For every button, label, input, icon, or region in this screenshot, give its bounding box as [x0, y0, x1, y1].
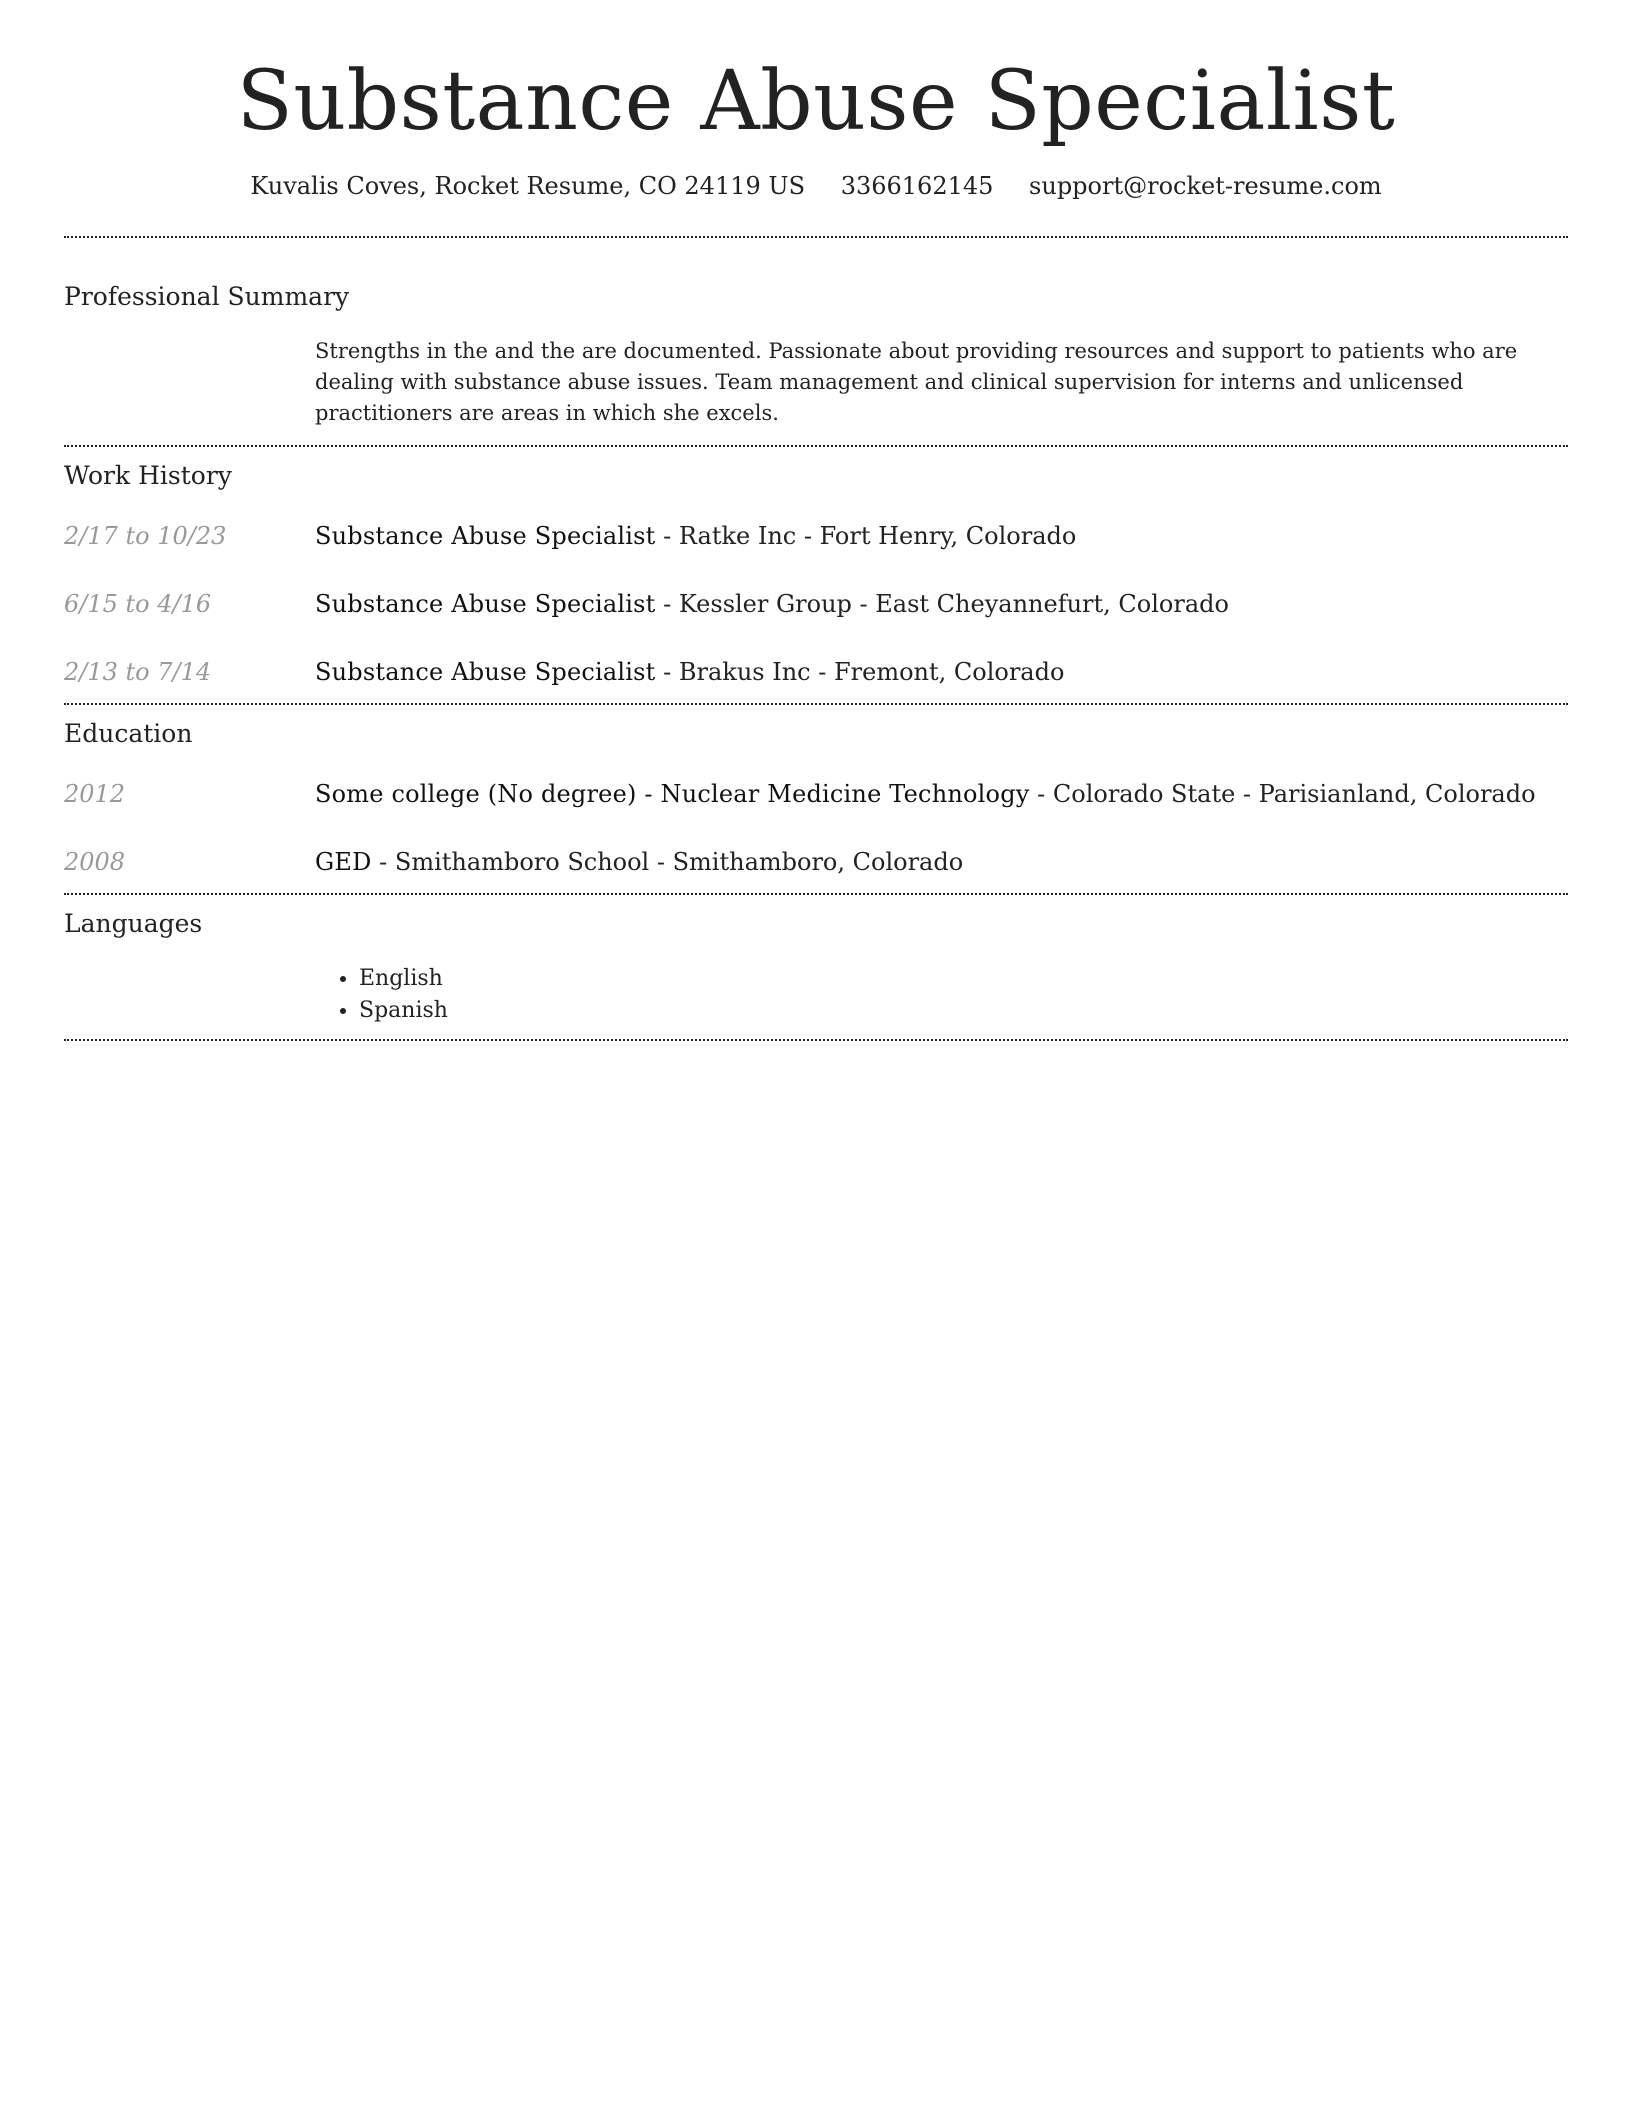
languages-list: [64, 963, 1568, 1027]
contact-line: [64, 170, 1568, 202]
education-section: [64, 717, 1568, 893]
work-date: 6/15 to 4/16: [64, 590, 212, 618]
language-item: • Spanish: [359, 995, 1568, 1027]
work-description: [315, 587, 1229, 621]
section-title-work-history: Work History: [64, 461, 232, 490]
work-history-section: [64, 459, 1568, 703]
education-school: - Colorado State - Parisianland, Colorado: [1029, 780, 1536, 808]
languages-section: [64, 907, 1568, 1027]
education-degree: Some college (No degree) - Nuclear Medicine Technology: [315, 780, 1030, 808]
divider: [64, 703, 1568, 705]
work-entry: [64, 655, 1568, 689]
section-title-education: Education: [64, 719, 193, 748]
work-employer: - Ratke Inc - Fort Henry, Colorado: [655, 522, 1077, 550]
education-date: 2008: [64, 848, 126, 876]
education-degree: GED: [315, 848, 372, 876]
language-item: • English: [359, 963, 1568, 995]
contact-phone: 3366162145: [840, 172, 994, 200]
education-description: [315, 777, 1536, 811]
divider: [64, 236, 1568, 238]
work-date: 2/13 to 7/14: [64, 658, 212, 686]
education-date: 2012: [64, 780, 126, 808]
education-entry: [64, 777, 1568, 811]
divider: [64, 445, 1568, 447]
candidate-name: Substance Abuse Specialist: [236, 54, 1396, 149]
work-description: [315, 655, 1064, 689]
section-title-summary: Professional Summary: [64, 282, 350, 311]
work-entry: [64, 587, 1568, 621]
contact-address: Kuvalis Coves, Rocket Resume, CO 24119 US: [250, 172, 806, 200]
section-title-languages: Languages: [64, 909, 203, 938]
divider: [64, 1039, 1568, 1041]
work-role: Substance Abuse Specialist: [315, 658, 656, 686]
summary-text: Strengths in the and the are documented. Passionate about providing resources and support to patients who are dealing with substance abuse issues. Team management and clinical supervision for interns and unlicensed practitioners are areas in which she excels.: [315, 339, 1518, 425]
work-role: Substance Abuse Specialist: [315, 590, 656, 618]
work-entry: [64, 519, 1568, 553]
work-description: [315, 519, 1076, 553]
divider: [64, 893, 1568, 895]
professional-summary-section: [64, 280, 1568, 429]
work-employer: - Brakus Inc - Fremont, Colorado: [655, 658, 1065, 686]
contact-email: support@rocket-resume.com: [1029, 172, 1382, 200]
work-date: 2/17 to 10/23: [64, 522, 227, 550]
education-school: - Smithamboro School - Smithamboro, Colorado: [371, 848, 964, 876]
education-entry: [64, 845, 1568, 879]
work-employer: - Kessler Group - East Cheyannefurt, Colorado: [655, 590, 1229, 618]
work-role: Substance Abuse Specialist: [315, 522, 656, 550]
education-description: [315, 845, 963, 879]
